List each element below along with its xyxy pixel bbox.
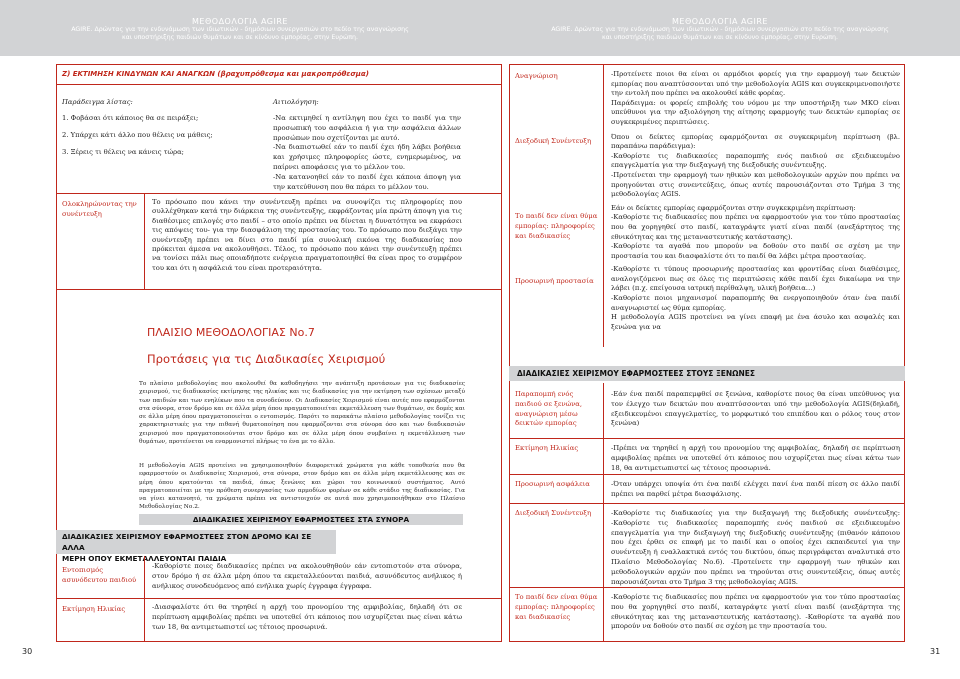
street-band-line1: ΔΙΑΔΙΚΑΣΙΕΣ ΧΕΙΡΙΣΜΟΥ ΕΦΑΡΜΟΣΤΕΕΣ ΣΤΟΝ ΔΡΟΜΟ ΚΑΙ ΣΕ ΑΛΛΑ bbox=[62, 532, 312, 552]
row-label-not-victim: Το παιδί δεν είναι θύμα εμπορίας: πληροφορίες και διαδικασίες bbox=[515, 212, 598, 240]
paragraph: Εάν οι δείκτες εμπορίας εφαρμόζονται στην συγκεκριμένη περίπτωση: bbox=[611, 203, 856, 212]
right-top-text bbox=[611, 70, 900, 332]
row-text-age: -Πρέπει να τηρηθεί η αρχή του προνομίου της αμφιβολίας, δηλαδή σε περίπτωση αμφιβολίας πρέπει να υποτεθεί ότι κάποιος που ισχυρίζεται πως είναι κάτω των 18, θα αντιμετωπιστεί ως τέτοιος προσωρινά. bbox=[611, 444, 900, 472]
divider bbox=[144, 556, 145, 642]
row-label-interview: Διεξοδική Συνέντευξη bbox=[515, 137, 592, 145]
page-number-right: 31 bbox=[930, 647, 941, 656]
row-label-detection: Εντοπισμός ασυνόδευτου παιδιού bbox=[62, 566, 137, 584]
list-item: 2. Υπάρχει κάτι άλλο που θέλεις να μάθεις; bbox=[62, 130, 213, 139]
divider bbox=[56, 598, 502, 599]
row-text-safety: -Όταν υπάρχει υποψία ότι ένα παιδί ελέγχει πανί ένα παιδί πίεση σε άλλο παιδί πρέπει να παρθεί μέτρα διασφάλισης. bbox=[611, 480, 900, 498]
intro-paragraph-2: Η μεθοδολογία AGIS προτείνει να χρησιμοποιηθούν διαφορετικά χρώματα για κάθε τοποθεσία που θα εφαρμοστούν οι Διαδικασίες Χειρισμού, στα σύνορα, στον δρόμο και σε άλλα μέρη εκμετάλλευσης και σε μέρη όπου κρατούνται τα παιδιά, όπως ξενώνες και χώροι του κοινωνικού συστήματος. Αυτό πραγματοποιείται με την πρόθεση συνεργασίας των αρμοδίων φορέων σε κάθε στάδιο της διαδικασίας. Για να γίνει κατανοητό, τα χρώματα πρέπει να αντιστοιχούν σε αυτά που χρησιμοποιήθηκαν στο Πλαίσιο Μεθοδολογίας Νο.2. bbox=[139, 463, 465, 511]
divider bbox=[509, 587, 905, 588]
header-title: ΜΕΘΟΔΟΛΟΓΙΑ AGIRE bbox=[672, 17, 768, 26]
rationale-list bbox=[273, 114, 461, 192]
divider bbox=[603, 383, 604, 642]
shelter-procedures-band: ΔΙΑΔΙΚΑΣΙΕΣ ΧΕΙΡΙΣΜΟΥ ΕΦΑΡΜΟΣΤΕΕΣ ΣΤΟΥΣ ΞΕΝΩΝΕΣ bbox=[509, 366, 905, 381]
row-text-interview: -Καθορίστε τις διαδικασίες για την διεξαγωγή της διεξοδικής συνέντευξης: -Καθορίστε τις διαδικασίες παραπομπής ενός παιδιού σε εξειδικευμένο επαγγελματία για την διεξαγωγή της διεξοδικής συνέντευξης (πιθανόν κάποιου που έχει έρθει σε επαφή με το παιδί και ο οποίος έχει εκπαιδευτεί για την συνέντευξη ή εναλλακτικά εντός του δικτύου, όπως περιγράφεται αναλυτικά στο Πλαίσιο Μεθοδολογίας Νο.6). -Προτείνετε την εφαρμογή των ηθικών και μεθοδολογικών αρχών που πρέπει να τηρούνται στις συνεντεύξεις, όπως αυτές παρουσιάζονται στο Τμήμα 3 της μεθοδολογίας AGIS. bbox=[611, 509, 900, 586]
row-label-age: Εκτίμηση Ηλικίας bbox=[62, 605, 126, 613]
header-subtitle-line1: AGIRE. Δρώντας για την ενδυνάμωση των ιδιωτικών - δημόσιων συνεργασιών στο πεδίο της αναγνώρισης bbox=[551, 26, 889, 33]
header-subtitle-line2: και υποστήριξης παιδιών θυμάτων και σε κίνδυνο εμπορίας, στην Ευρώπη. bbox=[601, 34, 839, 41]
border-procedures-band: ΔΙΑΔΙΚΑΣΙΕΣ ΧΕΙΡΙΣΜΟΥ ΕΦΑΡΜΟΣΤΕΕΣ ΣΤΑ ΣΥΝΟΡΑ bbox=[139, 514, 463, 525]
page-number-left: 30 bbox=[22, 647, 33, 656]
rationale-item: -Να διαπιστωθεί εάν το παιδί έχει ήδη λάβει βοήθεια και χρήσιμες πληροφορίες ώστε, ενημερωμένος, να παίρνει αποφάσεις για το μέλλον του. bbox=[273, 143, 461, 171]
paragraph: Όπου οι δείκτες εμπορίας εφαρμόζονται σε συγκεκριμένη περίπτωση (βλ. παραπάνω παράδειγμα): bbox=[611, 132, 900, 151]
paragraph: Η μεθοδολογία AGIS προτείνει να γίνει επαφή με ένα άσυλο και ασφαλές και ξενώνα για να bbox=[611, 313, 900, 331]
rationale-item: -Να κατανοηθεί εάν το παιδί έχει κάποια άποψη για την κατεύθυνση που θα πάρει το μέλλον του. bbox=[273, 172, 461, 191]
closing-text: Το πρόσωπο που κάνει την συνέντευξη πρέπει να συνοψίζει τις πληροφορίες που συλλέχθηκαν κατά την διάρκεια της συνέντευξης, εκφράζοντας μία πρώτη άποψη για τις διαθέσιμες επιλογές στο παιδί – στο οποίο πρέπει να δίνεται η δυνατότητα να εκφράσει τις απόψεις του- για την διασφάλιση της προστασίας του. Το πρόσωπο που διεξάγει την συνέντευξη πρέπει να δίνει στο παιδί μία συνολική εικόνα της διαδικασίας που πρόκειται άμεσα να ακολουθήσει. Τέλος, το πρόσωπο που κάνει την συνέντευξη πρέπει να τονίσει πάλι πως οποιαδήποτε ενέργεια πραγματοποιηθεί θα είναι προς το συμφέρον του και ότι η ασφάλειά του είναι προτεραιότητα. bbox=[152, 198, 462, 272]
header-right bbox=[480, 0, 960, 56]
divider bbox=[509, 438, 905, 439]
list-item: 1. Φοβάσαι ότι κάποιος θα σε πειράξει; bbox=[62, 114, 199, 122]
divider bbox=[509, 474, 905, 475]
row-label-safety: Προσωρινή ασφάλεια bbox=[515, 480, 590, 488]
street-band-line2: ΜΕΡΗ ΟΠΟΥ ΕΚΜΕΤΑΛΛΕΥΟΝΤΑΙ ΠΑΙΔΙΑ bbox=[62, 554, 227, 563]
list-item: 3. Ξέρεις τι θέλεις να κάνεις τώρα; bbox=[62, 147, 184, 156]
street-procedures-band bbox=[56, 530, 336, 563]
paragraph: -Καθορίστε τα αγαθά που μπορούν να δοθούν στο παιδί σε σχέση με την προστασία του και διασφαλίστε ότι το παιδί θα λάβει μέτρα προστασίας. bbox=[611, 242, 900, 260]
section-z-heading: Ζ) ΕΚΤΙΜΗΣΗ ΚΙΝΔΥΝΩΝ ΚΑΙ ΑΝΑΓΚΩΝ (βραχυπρόθεσμα και μακροπρόθεσμα) bbox=[62, 70, 369, 78]
row-text-detection: -Καθορίστε ποιες διαδικασίες πρέπει να ακολουθηθούν εάν εντοπιστούν στα σύνορα, στον δρόμο ή σε άλλα μέρη όπου τα εκμεταλλεύονται παιδιά, ασυνόδευτος ανήλικος ή ανήλικος συνοδευόμενος από ενήλικα χωρίς έγγραφα έγγραφα. bbox=[152, 562, 462, 590]
header-subtitle-line2: και υποστήριξης παιδιών θυμάτων και σε κίνδυνο εμπορίας, στην Ευρώπη. bbox=[121, 34, 359, 41]
divider bbox=[56, 84, 502, 85]
divider bbox=[603, 64, 604, 347]
rationale-label: Αιτιολόγηση: bbox=[273, 98, 319, 106]
row-label-identification: Αναγνώριση bbox=[515, 72, 558, 80]
row-label-temporary-protection: Προσωρινή προστασία bbox=[515, 277, 594, 285]
closing-label: Ολοκληρώνοντας την συνέντευξη bbox=[62, 200, 137, 218]
paragraph: -Καθορίστε τι τύπους προσωρινής προστασίας και φροντίδας είναι διαθέσιμες, αναλογιζόμενοι πως σε όλες τις περιπτώσεις κάθε παιδί έχει δικαίωμα να την λάβει (π.χ. επείγουσα ιατρική περίθαλψη, υλική βοήθεια…) bbox=[611, 265, 900, 293]
paragraph: Παράδειγμα: οι φορείς επιβολής του νόμου με την υποστήριξη των ΜΚΟ είναι υπεύθυνοι για την αξιολόγηση της αίτησης εφαρμογής των δεικτών εμπορίας σε συγκεκριμένες περιπτώσεις. bbox=[611, 98, 900, 126]
framework-title: ΠΛΑΙΣΙΟ ΜΕΘΟΔΟΛΟΓΙΑΣ Νο.7 bbox=[147, 326, 315, 339]
row-text-referral: -Εάν ένα παιδί παραπεμφθεί σε ξενώνα, καθορίστε ποιος θα είναι υπεύθυνος για τον έλεγχο των δεικτών που αναπτύσσονται υπό την μεθοδολογία AGIS(δηλαδή, εξειδικευμένοι επαγγελματίες, το μορφωτικό του επιπέδου και ο ρόλος τους στον ξενώνα) bbox=[611, 390, 900, 428]
divider bbox=[509, 503, 905, 504]
intro-paragraph-1: Το πλαίσιο μεθοδολογίας που ακολουθεί θα καθοδηγήσει την ανάπτυξη προτάσεων για τις διαδικασίες χειρισμού, τις διαδικασίες εκτίμησης της ηλικίας και τις διαδικασίες για την εκτίμηση των σχέσεων μεταξύ των παιδιών και των ενηλίκων που τα συνοδεύουν. Οι Διαδικασίες Χειρισμού είναι αυτές που εφαρμόζονται στα σύνορα, στον δρόμο και σε άλλα μέρη όπου πραγματοποιείται εκμετάλλευση των θυμάτων, σε δομές και σε άλλα μέρη όπου πραγματοποιείται ο εντοπισμός. Παρότι το παρακάτω πλαίσιο μεθοδολογίας τονίζει τις χαρακτηριστικές για την πιθανή θυματοποίηση που εφαρμόζονται στα σύνορα όσο και των διαδικασιών χειρισμού που πραγματοποιούνται στον δρόμο και σε άλλα μέρη όπου συμβαίνει η εκμετάλλευση των θυμάτων, προτείνεται να εναρμονιστεί πλήρως το ένα με το άλλο. bbox=[139, 381, 465, 446]
row-text-age: -Διασφαλίστε ότι θα τηρηθεί η αρχή του προνομίου της αμφιβολίας, δηλαδή ότι σε περίπτωση αμφιβολίας πρέπει να υποτεθεί ότι κάποιος που ισχυρίζεται πως είναι κάτω των 18, θα αντιμετωπιστεί ως τέτοιος προσωρινά. bbox=[152, 603, 462, 631]
question-list bbox=[62, 114, 262, 157]
paragraph: -Καθορίστε ποιοι μηχανισμοί παραπομπής θα ενεργοποιηθούν όταν ένα παιδί αναγνωριστεί ως θύμα εμπορίας. bbox=[611, 294, 900, 312]
paragraph: -Προτείνεται την εφαρμογή των ηθικών και μεθοδολογικών αρχών που πρέπει να προηγούνται στις συνεντεύξεις, όπως αυτές παρουσιάζονται στο Τμήμα 3 της μεθοδολογίας AGIS. bbox=[611, 170, 900, 199]
row-label-not-victim: Το παιδί δεν είναι θύμα εμπορίας: πληροφορίες και διαδικασίες bbox=[515, 593, 598, 621]
header-title: ΜΕΘΟΔΟΛΟΓΙΑ AGIRE bbox=[192, 17, 288, 26]
row-label-referral: Παραπομπή ενός παιδιού σε ξενώνα, αναγνώριση μέσω δεικτών εμπορίας bbox=[515, 390, 583, 428]
list-example-label: Παράδειγμα λίστας: bbox=[62, 98, 133, 106]
row-label-age: Εκτίμηση Ηλικίας bbox=[515, 444, 579, 452]
rationale-item: -Να εκτιμηθεί η αντίληψη που έχει το παιδί για την προσωπική του ασφάλεια ή για την ασφάλεια άλλων προσώπων που σχετίζονται με αυτό. bbox=[273, 114, 461, 142]
divider bbox=[56, 193, 502, 194]
paragraph: -Προτείνετε ποιοι θα είναι οι αρμόδιοι φορείς για την εφαρμογή των δεικτών εμπορίας που αναπτύσσονται υπό την μεθοδολογία AGIS και συγκεκριμενοποιήστε την εντολή που πρέπει να ακολουθεί κάθε φορέας. bbox=[611, 70, 900, 98]
paragraph: -Καθορίστε τις διαδικασίες παραπομπής ενός παιδιού σε εξειδικευμένο επαγγελματία για την διεξαγωγή της διεξοδικής συνέντευξης. bbox=[611, 151, 900, 170]
header-left bbox=[0, 0, 480, 56]
row-text-not-victim: -Καθορίστε τις διαδικασίες που πρέπει να εφαρμοστούν για τον τύπο προστασίας που θα χορηγηθεί στο παιδί, καταγράψτε γιατί είναι παιδί (ανεξάρτητα της εθνικότητας και της μεταναστευτικής κατάστασης). -Καθορίστε τα αγαθά που μπορούν να δοθούν στο παιδί σε σχέση με την προστασία του. bbox=[611, 593, 900, 631]
header-subtitle-line1: AGIRE. Δρώντας για την ενδυνάμωση των ιδιωτικών - δημόσιων συνεργασιών στο πεδίο της αναγνώρισης bbox=[71, 26, 409, 33]
paragraph: -Καθορίστε τις διαδικασίες που πρέπει να εφαρμοστούν για τον τύπο προστασίας που θα χορηγηθεί στο παιδί, καταγράψτε γιατί είναι παιδί (ανεξάρτητος της εθνικότητας και της μεταναστευτικής κατάστασης). bbox=[611, 213, 900, 241]
framework-subtitle: Προτάσεις για τις Διαδικασίες Χειρισμού bbox=[147, 352, 386, 366]
row-label-interview: Διεξοδική Συνέντευξη bbox=[515, 509, 592, 517]
divider bbox=[144, 193, 145, 289]
divider bbox=[56, 289, 502, 290]
